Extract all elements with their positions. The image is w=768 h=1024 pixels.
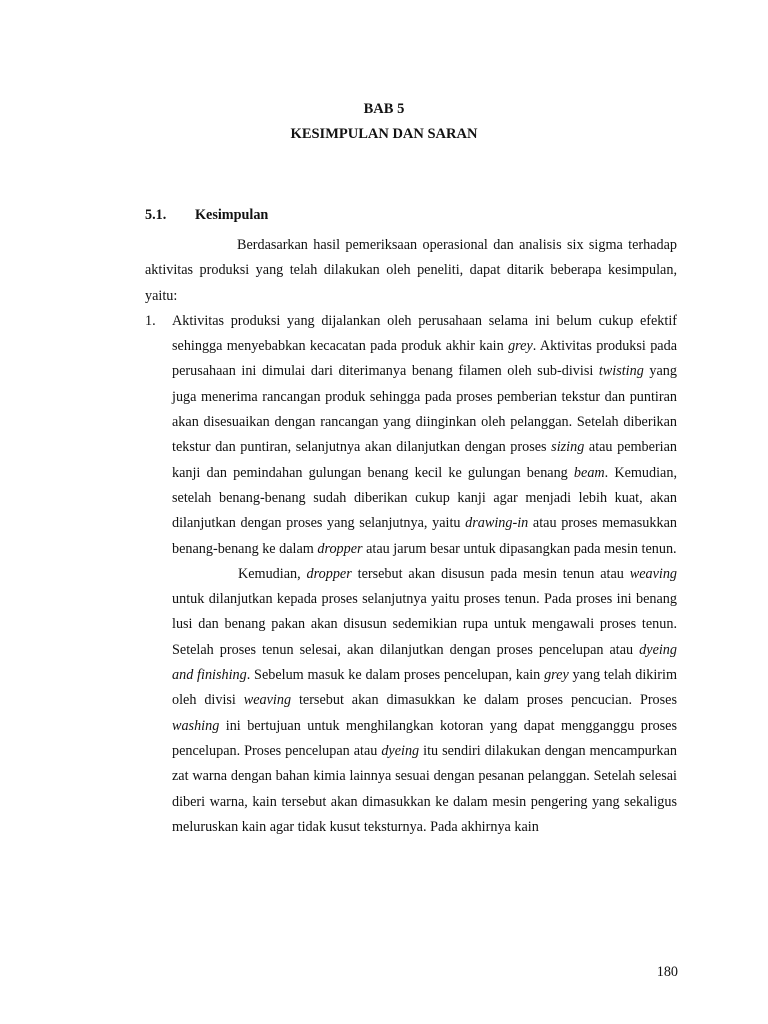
italic-term: dyeing [381,742,420,759]
text-run: . Aktivitas produksi pada perusahaan ini dimulai dari diterimanya benang filamen oleh sub-divisi [172,338,677,380]
text-run: atau pemberian kanji dan pemindahan gulungan benang kecil ke gulungan benang [172,439,677,481]
italic-term: weaving [629,565,678,582]
section-title: Kesimpulan [195,207,269,223]
text-run: Kemudian, [238,565,307,582]
text-run: itu sendiri dilakukan dengan mencampurkan zat warna dengan bahan kimia lainnya sesuai dengan pesanan pelanggan. Setelah selesai diberi warna, kain tersebut akan dimasukkan ke dalam mesin pengering yang sekaligus meluruskan kain agar tidak kusut teksturnya. Pada akhirnya kain [172,742,677,835]
italic-term: twisting [598,363,644,380]
text-run: . Sebelum masuk ke dalam proses pencelupan, kain [246,667,545,684]
list-marker: 1. [145,312,156,329]
text-run: tersebut akan disusun pada mesin tenun atau [351,565,630,582]
italic-term: dropper [317,540,363,557]
item-paragraph-2 [172,562,677,840]
italic-term: dropper [306,565,352,582]
italic-term: grey [508,338,533,355]
body-text [145,233,677,840]
italic-term: weaving [243,692,292,709]
item-paragraph-1 [172,309,677,562]
italic-term: sizing [551,439,585,456]
chapter-title: KESIMPULAN DAN SARAN [290,126,478,142]
text-run: tersebut akan dimasukkan ke dalam proses pencucian. Proses [291,692,677,709]
text-run: atau proses memasukkan benang-benang ke dalam [172,515,677,557]
text-run: untuk dilanjutkan kepada proses selanjutnya yaitu proses tenun. Pada proses ini benang lusi dan benang pakan akan disusun sedemikian rupa untuk mengawali proses tenun. Setelah proses tenun selesai, akan dilanjutkan dengan proses pencelupan atau [172,591,677,658]
italic-term: beam [573,464,605,481]
section-number: 5.1. [145,207,167,223]
italic-term: dyeing and finishing [172,641,677,684]
section-heading [145,207,268,224]
text-run: yang juga menerima rancangan produk sehingga pada proses pemberian tekstur dan puntiran akan disesuaikan dengan rancangan yang diinginkan oleh pelanggan. Setelah diberikan tekstur dan puntiran, selanjutnya akan dilanjutkan dengan proses [172,363,677,456]
text-run: . Kemudian, setelah benang-benang sudah diberikan cukup kanji agar menjadi lebih kuat, akan dilanjutkan dengan proses yang selanjutnya, yaitu [172,464,677,532]
page-number: 180 [656,964,678,980]
italic-term: grey [544,667,569,684]
text-run: yang telah dikirim oleh divisi [172,667,677,709]
chapter-number: BAB 5 [363,101,405,117]
italic-term: drawing-in [465,515,529,532]
list-item-content [172,309,677,840]
text-run: Aktivitas produksi yang dijalankan oleh perusahaan selama ini belum cukup efektif sehingga menyebabkan kecacatan pada produk akhir kain [172,312,677,355]
text-run: atau jarum besar untuk dipasangkan pada mesin tenun. [362,540,677,557]
intro-paragraph: Berdasarkan hasil pemeriksaan operasional dan analisis six sigma terhadap aktivitas produksi yang telah dilakukan oleh peneliti, dapat ditarik beberapa kesimpulan, yaitu: [145,237,677,304]
list-item [145,309,677,840]
italic-term: washing [172,717,220,734]
text-run: ini bertujuan untuk menghilangkan kotoran yang dapat mengganggu proses pencelupan. Proses pencelupan atau [172,717,677,759]
